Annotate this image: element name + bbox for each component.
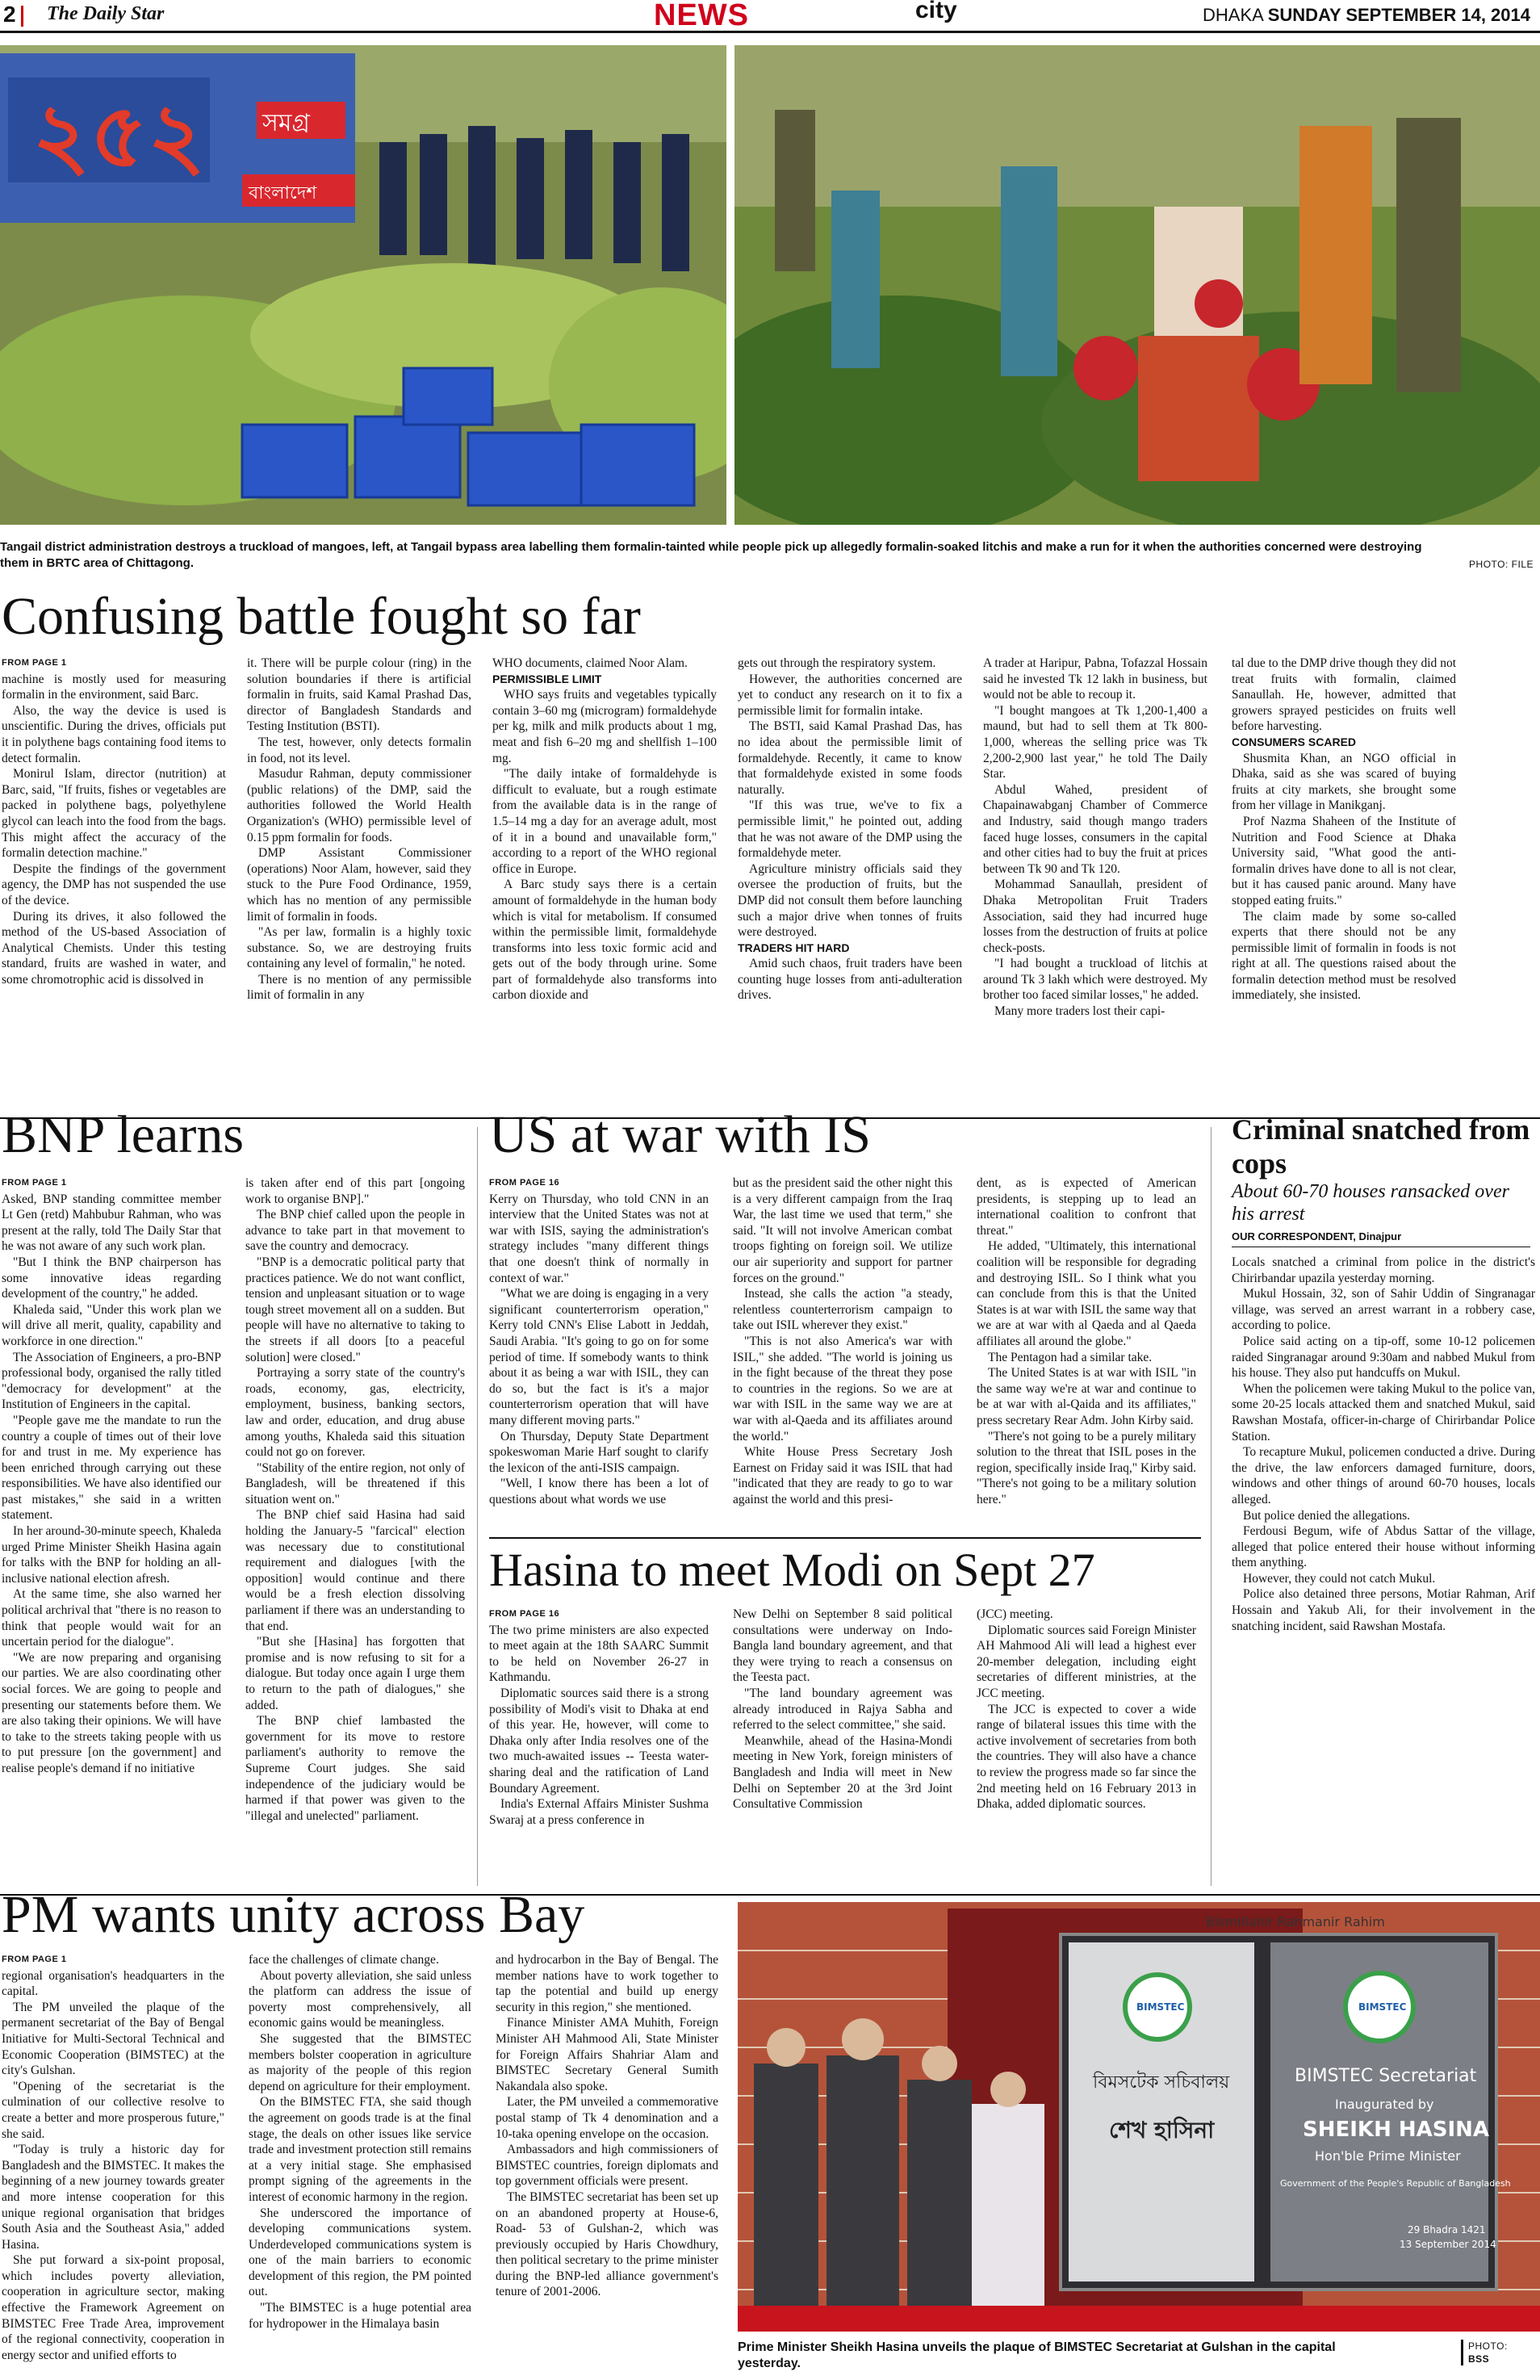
paragraph: In her around-30-minute speech, Khaleda urged Prime Minister Sheikh Hasina again for talks with the BNP for holding an all-inclusive national election afresh.	[2, 1524, 221, 1586]
top-photo-credit: PHOTO: FILE	[1469, 559, 1534, 570]
paragraph: and hydrocarbon in the Bay of Bengal. The member nations have to work together to tap the potential and build up energy security in this region," she mentioned.	[496, 1953, 718, 2014]
paragraph: it. There will be purple colour (ring) in the solution boundaries if there is artificial formalin in fruits, said Kamal Prashad Das, director of Bangladesh Standards and Testing Institution (BSTI).	[247, 656, 471, 734]
paragraph: "But I think the BNP chairperson has some innovative ideas regarding development of the country," he added.	[2, 1255, 221, 1301]
story1-col	[2, 656, 226, 1108]
story2-col	[245, 1175, 465, 1886]
plaque-line2: Inaugurated by	[1335, 2097, 1434, 2112]
plaque-gov: Government of the People's Republic of Bangladesh	[1280, 2178, 1511, 2189]
paragraph: Ambassadors and high commissioners of BIMSTEC countries, foreign diplomats and top government officials were present.	[496, 2143, 718, 2189]
paragraph: A trader at Haripur, Pabna, Tofazzal Hossain said he invested Tk 12 lakh in business, but would not be able to recoup it.	[983, 656, 1207, 702]
paragraph: Mohammad Sanaullah, president of Dhaka Metropolitan Fruit Traders Association, said they had incurred huge losses from the destruction of fruits at police check-posts.	[983, 878, 1207, 955]
paragraph: Monirul Islam, director (nutrition) at Barc, said, "If fruits, fishes or vegetables are packed in polythene bags, polyethylene glycol can leach into the food from the bags. This might affect the accuracy of the formalin detection machine."	[2, 767, 226, 861]
paragraph: Police said acting on a tip-off, some 10-12 policemen raided Singranagar around 9:30am and nabbed Mukul from his house. They also put handcuffs on Mukul.	[1232, 1334, 1535, 1381]
paragraph: The JCC is expected to cover a wide range of bilateral issues this time with the active involvement of secretaries from both the countries. They will also have a chance to review the progress made so far since the 2nd meeting held on 16 February 2013 in Dhaka, added diplomatic sources.	[977, 1702, 1196, 1812]
plaque-date1: 29 Bhadra 1421	[1408, 2224, 1486, 2235]
story4-col	[1232, 1255, 1535, 1884]
paragraph: White House Press Secretary Josh Earnest on Friday said it was ISIL that had "indicated that they are ready to go to war against the world and this presi-	[733, 1445, 952, 1506]
bottom-photo	[738, 1902, 1540, 2332]
paragraph: "We are now preparing and organising our parties. We are also coordinating other social forces. We are going to people and presenting our statements before them. We are also taking their opinions. We will have to take to the streets taking people with us to put pressure [on the government] and realise people's demand if no initiative	[2, 1650, 221, 1775]
paragraph: "This is not also America's war with ISIL," she added. "The world is joining us in the fight because of the threat they pose to countries in the regions. So we are at war with ISIL in the same way we are at war with al-Qaeda and its affiliates around the world."	[733, 1334, 952, 1444]
story5-headline: Hasina to meet Modi on Sept 27	[489, 1544, 1095, 1596]
story1-col	[983, 656, 1207, 1108]
paragraph: There is no mention of any permissible limit of formalin in any	[247, 972, 471, 1003]
paragraph: The BIMSTEC secretariat has been set up on an abandoned property at House-6, Road- 53 of Gulshan-2, which was previously occupied by Haris Chowdhury, then political secretary to the prime minister during the BNP-led alliance government's tenure of 2001-2006.	[496, 2189, 718, 2299]
subheading: CONSUMERS SCARED	[1232, 735, 1357, 748]
paragraph: She underscored the importance of developing communications system. Underdeveloped communications system is one of the main barriers to economic development of this region, the PM pointed out.	[249, 2206, 471, 2299]
paragraph: The BSTI, said Kamal Prashad Das, has no idea about the permissible limit of formaldehyde. Recently, it came to know that formaldehyde existed in some foods naturally.	[738, 719, 962, 797]
paragraph: However, the authorities concerned are yet to conduct any research on it to fix a permissible limit for formalin intake.	[738, 672, 962, 718]
from-page-label: FROM PAGE 16	[489, 1609, 560, 1619]
story1-col	[738, 656, 962, 1108]
paragraph: Many more traders lost their capi-	[994, 1004, 1165, 1019]
paragraph: A Barc study says there is a certain amount of formaldehyde in the human body which is vital for metabolism. If consumed within the permissible limit, formaldehyde transforms into less toxic formic acid and gets out of the body through urine. Some part of formaldehyde also transforms into carbon dioxide and	[492, 878, 717, 1003]
paragraph: "Well, I know there has been a lot of questions about what words we use	[489, 1477, 709, 1506]
paragraph: New Delhi on September 8 said political consultations were underway on Indo-Bangla land boundary agreement, and that they were trying to reach a consensus on the Teesta pact.	[733, 1607, 952, 1685]
story5-col	[489, 1607, 709, 1881]
paragraph: Diplomatic sources said Foreign Minister AH Mahmood Ali will lead a highest ever 20-member delegation, including eight secretaries of different ministries, at the JCC meeting.	[977, 1623, 1196, 1700]
paragraph: Police also detained three persons, Motiar Rahman, Arif Hossain and Yakub Ali, for their involvement in the snatching incident, said Rawshan Mostafa.	[1232, 1587, 1535, 1633]
svg-text:২৫২: ২৫২	[32, 84, 206, 187]
paragraph: India's External Affairs Minister Sushma Swaraj at a press conference in	[489, 1797, 709, 1827]
paragraph: But police denied the allegations.	[1243, 1508, 1411, 1523]
subheading: PERMISSIBLE LIMIT	[492, 672, 602, 685]
paragraph: "There's not going to be a purely military solution to the threat that ISIL poses in the region, specifically inside Iraq," Kirby said. "There's not going to be a military solution here."	[977, 1429, 1196, 1506]
paragraph: is taken after end of this part [ongoing work to organise BNP]."	[245, 1176, 465, 1206]
paragraph: She put forward a six-point proposal, which includes poverty alleviation, cooperation in agriculture sector, making effective the Framework Agreement on BIMSTEC Free Trade Area, improvement of the regional connectivity, cooperation in energy sector and unified efforts to	[2, 2253, 224, 2362]
paragraph: Meanwhile, ahead of the Hasina-Mondi meeting in New York, foreign ministers of Bangladesh and India will meet in New Delhi on September 20 at the 3rd Joint Consultative Commission	[733, 1733, 952, 1812]
paragraph: The United States is at war with ISIL "in the same way we're at war and continue to be at war with al-Qaida and its affiliates," press secretary Rear Adm. John Kirby said.	[977, 1366, 1196, 1427]
paragraph: Locals snatched a criminal from police in the district's Chirirbandar upazila yesterday morning.	[1232, 1255, 1535, 1285]
paragraph: face the challenges of climate change.	[249, 1953, 439, 1967]
story4-byline: OUR CORRESPONDENT, Dinajpur	[1232, 1230, 1402, 1242]
from-page-label: FROM PAGE 16	[489, 1178, 560, 1188]
paragraph: He added, "Ultimately, this international coalition will be responsible for degrading and destroying ISIL. So I think what you can conclude from this is that the United States is at war with ISIL the same way that we are at war with al Qaeda and al Qaeda affiliates all around the globe."	[977, 1239, 1196, 1348]
paragraph: Diplomatic sources said there is a strong possibility of Modi's visit to Dhaka at end of this year. He, however, will come to Dhaka only after India resolves one of the two much-awaited issues -- Teesta water-sharing deal and the ratification of Land Boundary Agreement.	[489, 1686, 709, 1795]
paragraph: Masudur Rahman, deputy commissioner (public relations) of the DMP, said the authorities followed the World Health Organization's (WHO) permissible level of 0.15 ppm formalin for foods.	[247, 767, 471, 844]
paragraph: "The daily intake of formaldehyde is difficult to evaluate, but a rough estimate from the available data is in the range of 1.5–14 mg a day for an average adult, most of it in a bound and unavailable form," according to a report of the WHO regional office in Europe.	[492, 767, 717, 876]
section-label: NEWS	[654, 0, 749, 32]
story4-headline: Criminal snatched from cops	[1232, 1113, 1530, 1180]
paragraph: Agriculture ministry officials said they oversee the production of fruits, but the DMP did not consult them before launching such a major drive when tonnes of fruits were destroyed.	[738, 861, 962, 940]
publication-name: The Daily Star	[47, 3, 165, 24]
page-number: 2	[3, 2, 30, 27]
paragraph: "The land boundary agreement was already introduced in Rajya Sabha and referred to the select committee," she said.	[733, 1686, 952, 1733]
plaque-logo: BIMSTEC	[1358, 2001, 1407, 2013]
dateline: DHAKA SUNDAY SEPTEMBER 14, 2014	[1203, 5, 1530, 25]
paragraph: The PM unveiled the plaque of the permanent secretariat of the Bay of Bengal Initiative for Multi-Sectoral Technical and Economic Cooperation (BIMSTEC) at the city's Gulshan.	[2, 2000, 224, 2078]
plaque-bn-title: বিমসটেক সচিবালয়	[1093, 2072, 1230, 2093]
paragraph: "Today is truly a historic day for Bangladesh and the BIMSTEC. It makes the beginning of a new journey towards greater and more intense cooperation for this unique regional organisation that bridges South Asia and the Southeast Asia," added Hasina.	[2, 2143, 224, 2252]
paragraph: The test, however, only detects formalin in food, not its level.	[247, 735, 471, 765]
story3-headline: US at war with IS	[489, 1105, 871, 1164]
paragraph: "The BIMSTEC is a huge potential area for hydropower in the Himalaya basin	[249, 2301, 471, 2331]
story2-headline: BNP learns	[2, 1105, 245, 1164]
paragraph: DMP Assistant Commissioner (operations) Noor Alam, however, said they stuck to the Pure Food Ordinance, 1959, which has no mention of any permissible limit of formalin in foods.	[247, 846, 471, 924]
paragraph: WHO says fruits and vegetables typically contain 3–60 mg (microgram) formaldehyde per kg, milk and milk products about 1 mg, meat and fish 6–20 mg and shellfish 1–100 mg.	[492, 688, 717, 765]
paragraph: "Opening of the secretariat is the culmination of our collective resolve to create a better and more prosperous future," she said.	[2, 2079, 224, 2141]
paragraph: "People gave me the mandate to run the country a couple of times out of their love for and trust in me. My experience has been enriched through carrying out these responsibilities. We have also identified our past mistakes," she said in a written statement.	[2, 1413, 221, 1523]
from-page-label: FROM PAGE 1	[2, 1178, 67, 1188]
paragraph: "As per law, formalin is a highly toxic substance. So, we are destroying fruits containing any level of formalin," he noted.	[247, 925, 471, 971]
paragraph: The Pentagon had a similar take.	[988, 1350, 1153, 1364]
paragraph: Amid such chaos, fruit traders have been counting huge losses from anti-adulteration drives.	[738, 957, 962, 1003]
paragraph: On Thursday, Deputy State Department spokeswoman Marie Harf sought to clarify the lexicon of the anti-ISIS campaign.	[489, 1429, 709, 1475]
from-page-label: FROM PAGE 1	[2, 1955, 67, 1964]
paragraph: gets out through the respiratory system.	[738, 656, 936, 670]
story4-deck: About 60-70 houses ransacked over his arrest	[1232, 1181, 1509, 1225]
story6-headline: PM wants unity across Bay	[2, 1885, 585, 1944]
paragraph: "But she [Hasina] has forgotten that promise and is now refusing to sit for a dialogue. But today once again I urge them to return to the path of dialogues," she added.	[245, 1635, 465, 1712]
paragraph: "BNP is a democratic political party that practices patience. We do not want conflict, tension and unpleasant situation or to wage tough street movement all on a sudden. But people will have no alternative to taking to the streets if all doors [to a peaceful solution] were closed."	[245, 1255, 465, 1364]
paragraph: "What we are doing is engaging in a very significant counterterrorism operation," Kerry told CNN's Elise Labott in Jeddah, Saudi Arabia. "It's going to go on for some period of time. If somebody wants to think about it as being a war with ISIL, they can do so, but the fact is it's a major counterterrorism operation that will have many different moving parts."	[489, 1287, 709, 1427]
story5-col	[977, 1607, 1196, 1881]
subheading: TRADERS HIT HARD	[738, 941, 850, 954]
paragraph: Later, the PM unveiled a commemorative postal stamp of Tk 4 denomination and a 10-taka opening envelope on the occasion.	[496, 2095, 718, 2141]
paragraph: She suggested that the BIMSTEC members bolster cooperation in agriculture as majority of the people of this region depend on agriculture for their employment.	[249, 2031, 471, 2093]
plaque-title: BIMSTEC Secretariat	[1295, 2066, 1477, 2086]
subsection-label: city	[915, 0, 957, 23]
paragraph: Despite the findings of the government agency, the DMP has not suspended the use of the device.	[2, 861, 226, 907]
truck-text-1: সমগ্র	[262, 109, 310, 137]
paragraph: WHO documents, claimed Noor Alam.	[492, 656, 688, 670]
from-page-label: FROM PAGE 1	[2, 658, 67, 668]
story6-col	[496, 1952, 718, 2378]
paragraph: machine is mostly used for measuring formalin in the environment, said Barc.	[2, 672, 226, 702]
paragraph: The BNP chief said Hasina had said holding the January-5 "farcical" election was necessary due to constitutional requirement and dialogues [with the opposition] would continue and there would be a fresh election dissolving parliament if there was an understanding to that end.	[245, 1508, 465, 1633]
paragraph: but as the president said the other night this is a very different campaign from the Iraq War, the last time we used that term," she said. "It will not involve American combat troops fighting on foreign soil. We utilize our air superiority and support for partner forces on the ground."	[733, 1176, 952, 1285]
top-photo-caption: Tangail district administration destroys a truckload of mangoes, left, at Tangail bypass area labelling them formalin-tainted while people pick up allegedly formalin-soaked litchis and make a run for it when the authorities concerned were destroying them in BRTC area of Chittagong.	[0, 540, 1422, 570]
paragraph: Abdul Wahed, president of Chapainawabganj Chamber of Commerce and Industry, said though mango traders faced huge losses, consumers in the capital and other cities had to buy the fruit at prices between Tk 90 and Tk 120.	[983, 782, 1207, 876]
paragraph: Also, the way the device is used is unscientific. During the drives, officials put it in polythene bags containing food items to detect formalin.	[2, 703, 226, 765]
plaque-date2: 13 September 2014	[1400, 2239, 1496, 2250]
top-photo-left	[0, 45, 726, 525]
paragraph: dent, as is expected of American presidents, is stepping up to lead an international coalition to confront that threat."	[977, 1176, 1196, 1238]
plaque-bn-name: শেখ হাসিনা	[1109, 2117, 1215, 2143]
paragraph: The Association of Engineers, a pro-BNP professional body, organised the rally titled "democracy for development" at the Institution of Engineers in the capital.	[2, 1350, 221, 1412]
story6-col	[249, 1952, 471, 2378]
divider	[489, 1537, 1201, 1539]
paragraph: The two prime ministers are also expected to meet again at the 18th SAARC Summit to be held on November 26-27 in Kathmandu.	[489, 1623, 709, 1685]
paragraph: During its drives, it also followed the method of the US-based Association of Analytical Chemists. Under this testing standard, fruits are washed in water, and some chromotrophic acid is dissolved in	[2, 909, 226, 987]
paragraph: However, they could not catch Mukul.	[1243, 1571, 1436, 1586]
paragraph: (JCC) meeting.	[977, 1607, 1053, 1621]
paragraph: The claim made by some so-called experts that there should not be any permissible limit of formalin in foods is not right at all. The questions raised about the formalin detection method must be resolved immediately, she insisted.	[1232, 909, 1456, 1003]
paragraph: "I bought mangoes at Tk 1,200-1,400 a maund, but had to sell them at Tk 800-1,000, whereas the selling price was Tk 2,200-2,900 last year," he told The Daily Star.	[983, 703, 1207, 781]
story3-col	[489, 1175, 709, 1523]
paragraph: The BNP chief lambasted the government for its move to restore parliament's authority to remove the Supreme Court judges. She said independence of the judiciary would be harmed if that power was given to the "illegal and unelected" parliament.	[245, 1714, 465, 1823]
story1-col	[492, 656, 717, 1108]
plaque-name: SHEIKH HASINA	[1303, 2118, 1490, 2142]
bottom-photo-caption: Prime Minister Sheikh Hasina unveils the plaque of BIMSTEC Secretariat at Gulshan in the capital yesterday.	[738, 2340, 1336, 2370]
paragraph: Portraying a sorry state of the country's roads, economy, gas, electricity, employment, business, banking sectors, law and order, education, and drug abuse among youths, Khaleda said this situation could not go on forever.	[245, 1366, 465, 1460]
paragraph: Mukul Hossain, 32, son of Sahir Uddin of Singranagar village, was served an arrest warrant in a robbery case, according to police.	[1232, 1287, 1535, 1333]
paragraph: About poverty alleviation, she said unless the platform can address the issue of poverty most comprehensively, all economic gains would be meaningless.	[249, 1968, 471, 2030]
masthead	[0, 0, 1540, 33]
paragraph: Prof Nazma Shaheen of the Institute of Nutrition and Food Science at Dhaka University said, "What good the anti-formalin drives have done to all is not clear, but it has caused panic around. Many have stopped eating fruits."	[1232, 814, 1456, 907]
story1-col	[247, 656, 471, 1108]
truck-text-2: বাংলাদেশ	[249, 183, 317, 203]
paragraph: "Stability of the entire region, not only of Bangladesh, will be threatened if this situation went on."	[245, 1460, 465, 1506]
paragraph: "I had bought a truckload of litchis at around Tk 3 lakh which were destroyed. My brother too faced similar losses," he added.	[983, 957, 1207, 1003]
story3-col	[977, 1175, 1196, 1523]
story3-col	[733, 1175, 952, 1523]
plaque-role: Hon'ble Prime Minister	[1315, 2148, 1461, 2164]
story6-col	[2, 1952, 224, 2378]
paragraph: regional organisation's headquarters in the capital.	[2, 1968, 224, 1999]
paragraph: tal due to the DMP drive though they did not treat fruits with formalin, claimed Sanaullah. He, however, admitted that growers sprayed pesticides on fruits well before harvesting.	[1232, 656, 1456, 734]
paragraph: Shusmita Khan, an NGO official in Dhaka, said as she was scared of buying fruits at city markets, she brought some from her village in Manikganj.	[1232, 751, 1456, 813]
paragraph: When the policemen were taking Mukul to the police van, some 20-25 locals attacked them and snatched Mukul, said Rawshan Mostafa, officer-in-charge of Chirirbandar Police Station.	[1232, 1381, 1535, 1444]
paragraph: To recapture Mukul, policemen conducted a drive. During the drive, the law enforcers damaged furniture, doors, windows and other things of around 60-70 houses, locals alleged.	[1232, 1445, 1535, 1506]
paragraph: On the BIMSTEC FTA, she said though the agreement on goods trade is at the final stage, the deals on other issues like service trade and investment protection still remains at a very initial stage. She emphasised prompt signing of the agreements in the interest of economic harmony in the region.	[249, 2095, 471, 2204]
bottom-photo-credit: PHOTO: BSS	[1461, 2340, 1540, 2365]
divider	[477, 1127, 478, 1886]
story1-col	[1232, 656, 1456, 1108]
story1-headline: Confusing battle fought so far	[2, 587, 641, 646]
plaque-top-banner: Bismillahir Rahmanir Rahim	[1206, 1914, 1385, 1930]
paragraph: At the same time, she also warned her political archrival that "there is no reason to think that people would wait for an uncertain period for the dialogue".	[2, 1587, 221, 1649]
paragraph: Ferdousi Begum, wife of Abdus Sattar of the village, alleged that police entered their house without informing them anything.	[1232, 1524, 1535, 1570]
top-photo-right	[734, 45, 1540, 525]
paragraph: Kerry on Thursday, who told CNN in an interview that the United States was not at war with ISIS, saying the administration's strategy includes "many different things that one doesn't think of normally in context of war."	[489, 1192, 709, 1285]
paragraph: The BNP chief called upon the people in advance to take part in that movement to save the country and democracy.	[245, 1208, 465, 1254]
paragraph: Finance Minister AMA Muhith, Foreign Minister AH Mahmood Ali, State Minister for Foreign Affairs Shahriar Alam and BIMSTEC Secretary General Sumith Nakandala also spoke.	[496, 2016, 718, 2093]
paragraph: Asked, BNP standing committee member Lt Gen (retd) Mahbubur Rahman, who was present at the rally, told The Daily Star that he was not aware of any such work plan.	[2, 1192, 221, 1254]
paragraph: "If this was true, we've to fix a permissible limit," he pointed out, adding that he was not aware of the DMP using the formaldehyde meter.	[738, 798, 962, 861]
story2-col	[2, 1175, 221, 1886]
paragraph: Khaleda said, "Under this work plan we will drive all merit, quality, capability and workforce in one direction."	[2, 1302, 221, 1348]
plaque-logo-bn: BIMSTEC	[1136, 2001, 1185, 2013]
paragraph: Instead, she calls the action "a steady, relentless counterterrorism campaign to take out ISIL wherever they exist."	[733, 1287, 952, 1333]
story5-col	[733, 1607, 952, 1881]
